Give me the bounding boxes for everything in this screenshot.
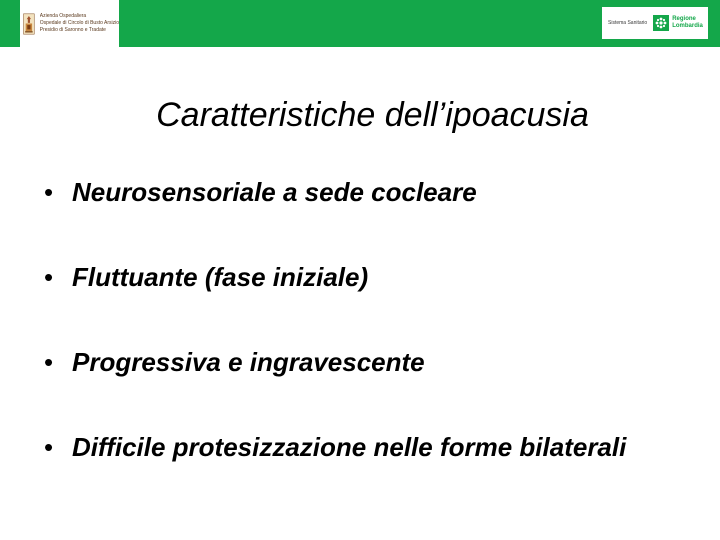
bullet-list bbox=[44, 176, 684, 516]
hospital-name-line: Presidio di Saronno e Tradate bbox=[39, 27, 106, 33]
bullet-dot: • bbox=[44, 262, 54, 292]
bullet-text: Progressiva e ingravescente bbox=[72, 347, 425, 377]
hospital-logo bbox=[20, 0, 119, 47]
header-bar bbox=[0, 0, 720, 47]
regione-lombardia-rose-icon bbox=[653, 15, 669, 31]
hospital-name bbox=[40, 13, 119, 34]
slide-title: Caratteristiche dell’ipoacusia bbox=[156, 96, 589, 134]
bullet-text: Neurosensoriale a sede cocleare bbox=[72, 177, 477, 207]
hospital-name-line: Azienda Ospedaliera bbox=[39, 13, 87, 19]
region-name-line: Lombardia bbox=[672, 23, 703, 29]
region-name bbox=[672, 16, 703, 30]
bullet-item bbox=[44, 261, 684, 293]
bullet-dot: • bbox=[44, 347, 54, 377]
bullet-dot: • bbox=[44, 432, 54, 462]
bullet-text: Fluttuante (fase iniziale) bbox=[72, 262, 369, 292]
bullet-item bbox=[44, 346, 684, 378]
bullet-dot: • bbox=[44, 177, 54, 207]
region-name-line: Regione bbox=[672, 16, 696, 22]
bullet-item bbox=[44, 176, 684, 208]
hospital-name-line: Ospedale di Circolo di Busto Arsizio bbox=[39, 20, 119, 26]
hospital-crest-icon bbox=[23, 4, 35, 44]
sistema-sanitario-label: Sistema Sanitario bbox=[608, 20, 648, 26]
bullet-text: Difficile protesizzazione nelle forme bilaterali bbox=[72, 432, 627, 462]
regione-lombardia-logo bbox=[602, 7, 708, 39]
bullet-item bbox=[44, 431, 684, 463]
